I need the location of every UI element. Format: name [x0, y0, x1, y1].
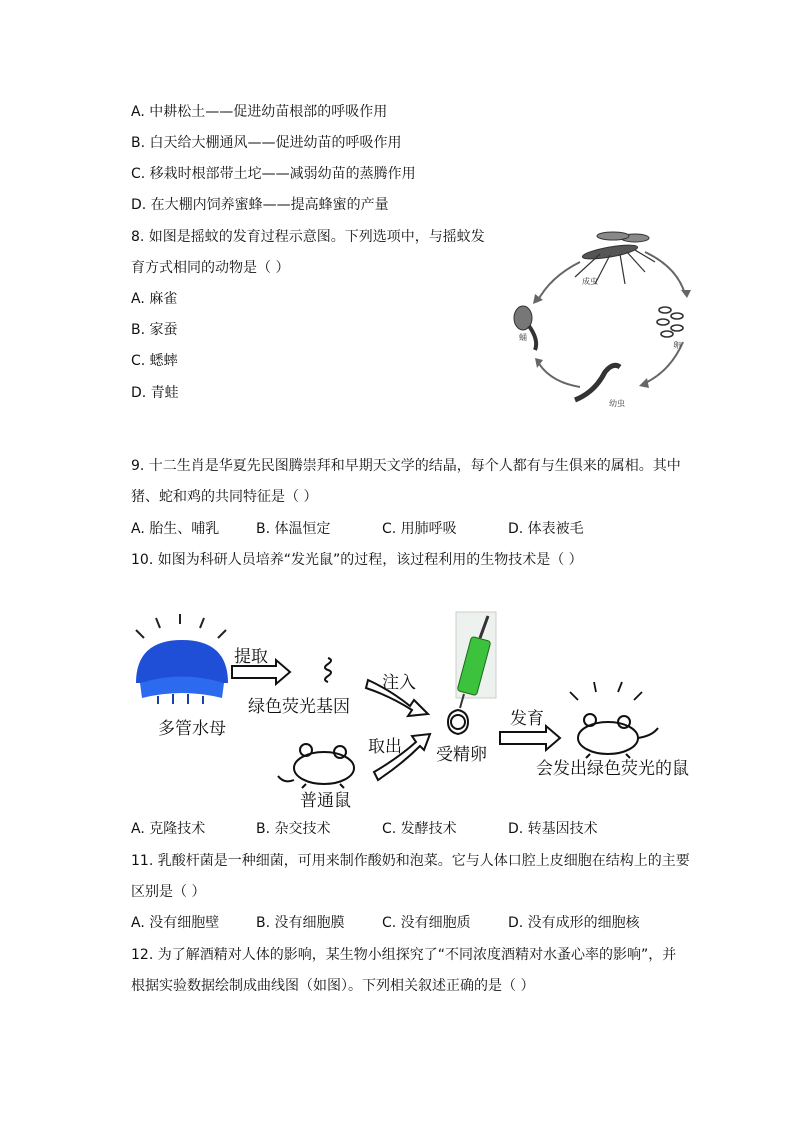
arrow-pupa-to-adult	[537, 262, 580, 302]
gene-spiral-icon	[325, 658, 331, 682]
q9-option-b: B. 体温恒定	[256, 521, 331, 537]
q10-option-b: B. 杂交技术	[256, 821, 331, 837]
glowing-mouse-icon	[570, 682, 658, 758]
q9-option-a: A. 胎生、哺乳	[131, 521, 220, 537]
arrowhead-3	[639, 378, 649, 388]
q12-stem-line2: 根据实验数据绘制成曲线图（如图）。下列相关叙述正确的是（ ）	[131, 978, 535, 994]
q8-stem-line1: 8. 如图是摇蚊的发育过程示意图。下列选项中，与摇蚊发	[131, 229, 485, 245]
egg-cluster-icon	[657, 307, 683, 337]
label-gene: 绿色荧光基因	[248, 697, 350, 717]
q7-option-d: D. 在大棚内饲养蜜蜂——提高蜂蜜的产量	[131, 197, 389, 213]
q7-option-a: A. 中耕松土——促进幼苗根部的呼吸作用	[131, 104, 388, 120]
q12-stem-line1: 12. 为了解酒精对人体的影响，某生物小组探究了“不同浓度酒精对水蚤心率的影响”，并	[131, 947, 677, 963]
q11-option-c: C. 没有细胞质	[382, 915, 471, 931]
q8-option-d: D. 青蛙	[131, 385, 179, 401]
develop-arrow-icon	[500, 726, 560, 750]
midge-life-cycle-figure	[505, 222, 705, 412]
q9-stem-line1: 9. 十二生肖是华夏先民图腾崇拜和早期天文学的结晶，每个人都有与生俱来的属相。其中	[131, 458, 681, 474]
q10-option-c: C. 发酵技术	[382, 821, 457, 837]
label-jellyfish: 多管水母	[158, 719, 226, 739]
fertilized-egg-icon	[448, 710, 468, 734]
q8-stem-line2: 育方式相同的动物是（ ）	[131, 260, 290, 276]
larva-icon	[575, 365, 620, 400]
label-normal-mouse: 普通鼠	[300, 791, 351, 811]
q11-option-a: A. 没有细胞壁	[131, 915, 220, 931]
label-fertilized-egg: 受精卵	[436, 745, 487, 765]
label-develop: 发育	[510, 709, 544, 729]
arrow-adult-to-egg	[645, 252, 685, 294]
normal-mouse-icon	[278, 744, 354, 788]
jellyfish-icon	[136, 614, 228, 704]
label-take-out: 取出	[368, 737, 402, 757]
label-adult: 成虫	[582, 277, 598, 286]
syringe-icon	[456, 612, 496, 708]
q10-option-a: A. 克隆技术	[131, 821, 206, 837]
q9-option-c: C. 用肺呼吸	[382, 521, 457, 537]
label-larva: 幼虫	[609, 399, 625, 408]
arrow-larva-to-pupa	[538, 362, 580, 387]
label-inject: 注入	[382, 673, 416, 693]
q11-stem-line1: 11. 乳酸杆菌是一种细菌，可用来制作酸奶和泡菜。它与人体口腔上皮细胞在结构上的主要	[131, 853, 690, 869]
q9-stem-line2: 猪、蛇和鸡的共同特征是（ ）	[131, 489, 318, 505]
pupa-icon	[514, 306, 536, 350]
glowing-mouse-process-figure	[128, 608, 708, 814]
q10-stem: 10. 如图为科研人员培养“发光鼠”的过程，该过程利用的生物技术是（ ）	[131, 552, 583, 568]
label-glowing-mouse: 会发出绿色荧光的鼠	[536, 759, 689, 779]
q7-option-c: C. 移栽时根部带土坨——减弱幼苗的蒸腾作用	[131, 166, 416, 182]
arrowhead-2	[681, 290, 691, 298]
q9-option-d: D. 体表被毛	[508, 521, 584, 537]
label-pupa: 蛹	[519, 333, 527, 342]
q11-option-d: D. 没有成形的细胞核	[508, 915, 640, 931]
q8-option-a: A. 麻雀	[131, 291, 178, 307]
label-extract: 提取	[234, 647, 268, 667]
q11-stem-line2: 区别是（ ）	[131, 884, 206, 900]
q8-option-c: C. 蟋蟀	[131, 353, 178, 369]
q10-option-d: D. 转基因技术	[508, 821, 598, 837]
label-egg: 卵	[673, 341, 681, 350]
q8-option-b: B. 家蚕	[131, 322, 178, 338]
q11-option-b: B. 没有细胞膜	[256, 915, 345, 931]
q7-option-b: B. 白天给大棚通风——促进幼苗的呼吸作用	[131, 135, 402, 151]
